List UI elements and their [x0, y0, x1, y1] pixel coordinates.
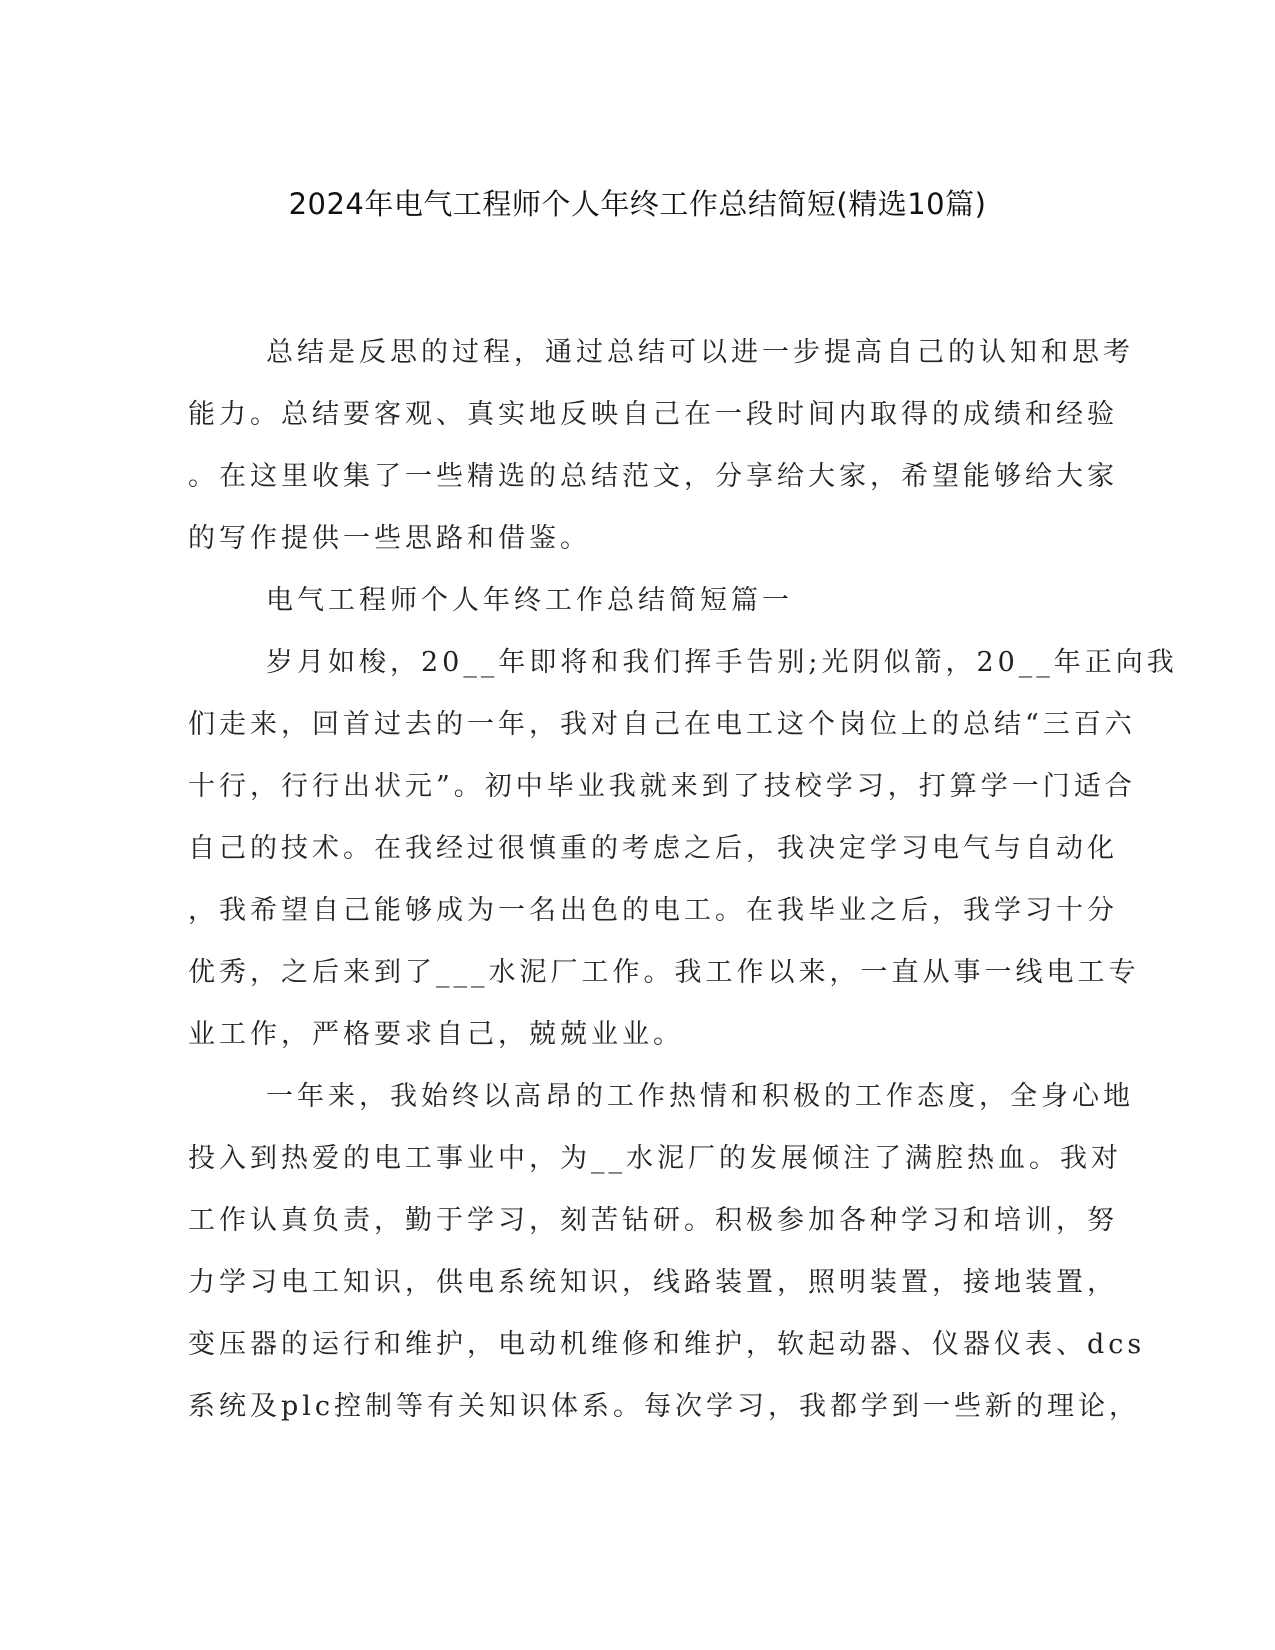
body-line: 总结是反思的过程，通过总结可以进一步提高自己的认知和思考: [266, 337, 1134, 368]
body-line: 。在这里收集了一些精选的总结范文，分享给大家，希望能够给大家: [188, 461, 1118, 492]
body-line: 力学习电工知识，供电系统知识，线路装置，照明装置，接地装置，: [188, 1267, 1118, 1298]
body-line: 们走来，回首过去的一年，我对自己在电工这个岗位上的总结“三百六: [188, 709, 1136, 740]
document-title: 2024年电气工程师个人年终工作总结简短(精选10篇): [288, 187, 987, 221]
body-line: 自己的技术。在我经过很慎重的考虑之后，我决定学习电气与自动化: [188, 833, 1118, 864]
body-line: 系统及plc控制等有关知识体系。每次学习，我都学到一些新的理论，: [188, 1391, 1141, 1422]
body-line: 投入到热爱的电工事业中，为__水泥厂的发展倾注了满腔热血。我对: [188, 1143, 1122, 1174]
body-line: 电气工程师个人年终工作总结简短篇一: [266, 585, 793, 616]
body-line: 十行，行行出状元”。初中毕业我就来到了技校学习，打算学一门适合: [188, 771, 1136, 802]
body-line: 工作认真负责，勤于学习，刻苦钻研。积极参加各种学习和培训，努: [188, 1205, 1118, 1236]
body-line: 一年来，我始终以高昂的工作热情和积极的工作态度，全身心地: [266, 1081, 1134, 1112]
body-line: ，我希望自己能够成为一名出色的电工。在我毕业之后，我学习十分: [188, 895, 1118, 926]
body-line: 岁月如梭，20__年即将和我们挥手告别;光阴似箭，20__年正向我: [266, 647, 1178, 678]
body-line: 能力。总结要客观、真实地反映自己在一段时间内取得的成绩和经验: [188, 399, 1118, 430]
body-line: 优秀，之后来到了___水泥厂工作。我工作以来，一直从事一线电工专: [188, 957, 1140, 988]
body-line: 业工作，严格要求自己，兢兢业业。: [188, 1019, 684, 1050]
body-line: 的写作提供一些思路和借鉴。: [188, 523, 591, 554]
body-line: 变压器的运行和维护，电动机维修和维护，软起动器、仪器仪表、dcs: [188, 1329, 1146, 1360]
document-body: [188, 322, 1178, 1438]
